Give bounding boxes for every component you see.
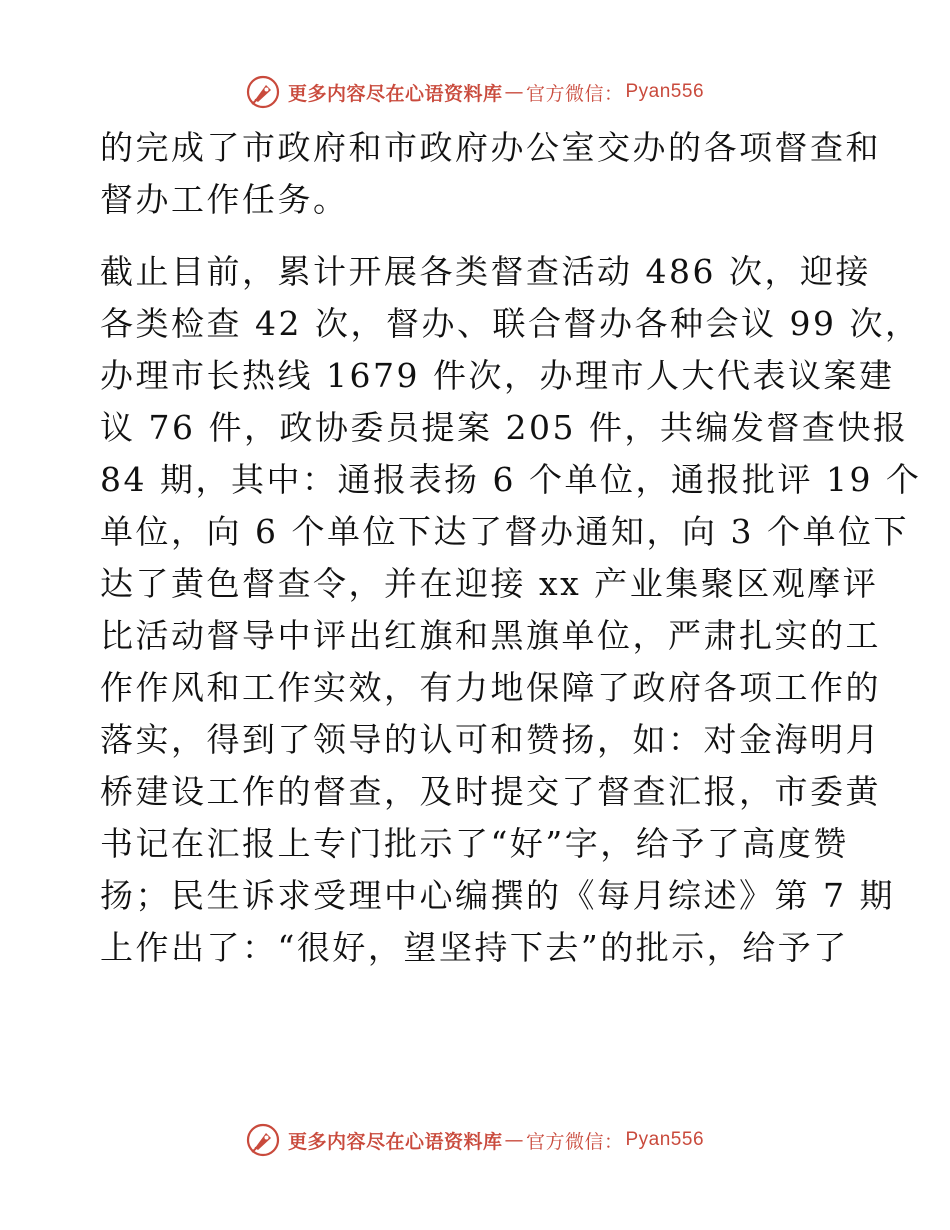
text-line: 督办工作任务。 xyxy=(100,180,349,219)
banner-wechat-id: Pyan556 xyxy=(625,81,705,102)
banner-separator: — xyxy=(504,1129,524,1151)
banner-separator: — xyxy=(504,81,524,103)
banner-wechat-label: 官方微信： xyxy=(525,1130,624,1153)
banner-wechat-id: Pyan556 xyxy=(625,1129,705,1150)
text-line: 书记在汇报上专门批示了“好”字，给予了高度赞 xyxy=(100,824,849,863)
text-line: 上作出了：“很好，望坚持下去”的批示，给予了 xyxy=(100,928,849,967)
footer-banner xyxy=(0,1120,950,1160)
banner-text xyxy=(288,79,704,106)
text-line: 的完成了市政府和市政府办公室交办的各项督查和 xyxy=(100,128,881,167)
paragraph-2 xyxy=(100,246,922,974)
text-line: 截止目前，累计开展各类督查活动 486 次，迎接 xyxy=(100,252,871,291)
text-line: 比活动督导中评出红旗和黑旗单位，严肃扎实的工 xyxy=(100,616,881,655)
pen-nib-logo-icon xyxy=(246,75,280,109)
text-line: 议 76 件，政协委员提案 205 件，共编发督查快报 xyxy=(100,408,909,447)
text-line: 达了黄色督查令，并在迎接 xx 产业集聚区观摩评 xyxy=(100,564,879,603)
text-line: 扬；民生诉求受理中心编撰的《每月综述》第 7 期 xyxy=(100,876,895,915)
text-line: 落实，得到了领导的认可和赞扬，如：对金海明月 xyxy=(100,720,881,759)
banner-text xyxy=(288,1127,704,1154)
text-line: 各类检查 42 次，督办、联合督办各种会议 99 次， xyxy=(100,304,921,343)
paragraph-1 xyxy=(100,122,881,226)
text-line: 办理市长热线 1679 件次，办理市人大代表议案建 xyxy=(100,356,895,395)
document-body xyxy=(100,122,922,974)
banner-wechat-label: 官方微信： xyxy=(525,82,624,105)
text-line: 单位，向 6 个单位下达了督办通知，向 3 个单位下 xyxy=(100,512,909,551)
text-line: 桥建设工作的督查，及时提交了督查汇报，市委黄 xyxy=(100,772,881,811)
banner-main-text: 更多内容尽在心语资料库 xyxy=(287,82,503,105)
text-line: 作作风和工作实效，有力地保障了政府各项工作的 xyxy=(100,668,881,707)
pen-nib-logo-icon xyxy=(246,1123,280,1157)
header-banner xyxy=(0,72,950,112)
banner-main-text: 更多内容尽在心语资料库 xyxy=(287,1130,503,1153)
text-line: 84 期，其中：通报表扬 6 个单位，通报批评 19 个 xyxy=(100,460,922,499)
